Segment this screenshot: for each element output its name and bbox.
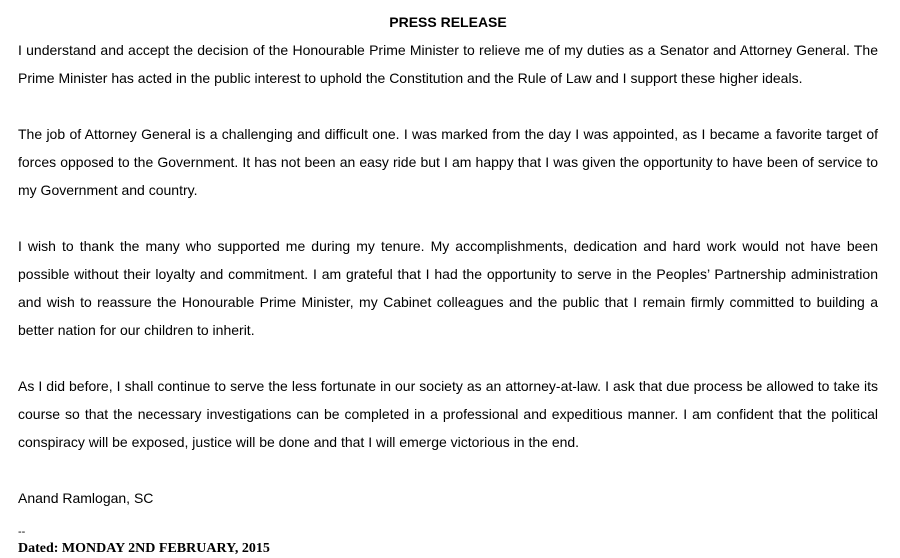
paragraph-acceptance: I understand and accept the decision of the Honourable Prime Minister to relieve me of my duties as a Senator and Attorney General. The Prime Minister has acted in the public interest to uphold the Constitution and the Rule of Law and I support these higher ideals. <box>18 42 878 86</box>
paragraph-continuation: As I did before, I shall continue to serve the less fortunate in our society as an attorney-at-law. I ask that due process be allowed to take its course so that the necessary investigations can be completed in a professional and expeditious manner. I am confident that the political conspiracy will be exposed, justice will be done and that I will emerge victorious in the end. <box>18 378 878 450</box>
separator-line: -- <box>18 526 26 538</box>
paragraph-thanks: I wish to thank the many who supported me during my tenure. My accomplishments, dedication and hard work would not have been possible without their loyalty and commitment. I am grateful that I had the opportunity to serve in the Peoples’ Partnership administration and wish to reassure the Honourable Prime Minister, my Cabinet colleagues and the public that I remain firmly committed to building a better nation for our children to inherit. <box>18 238 878 338</box>
signature-line: Anand Ramlogan, SC <box>18 490 154 506</box>
paragraph-role: The job of Attorney General is a challenging and difficult one. I was marked from the day I was appointed, as I became a favorite target of forces opposed to the Government. It has not been an easy ride but I am happy that I was given the opportunity to have been of service to my Government and country. <box>18 126 878 198</box>
document-title: PRESS RELEASE <box>389 14 507 30</box>
dated-line: Dated: MONDAY 2ND FEBRUARY, 2015 <box>18 541 270 556</box>
